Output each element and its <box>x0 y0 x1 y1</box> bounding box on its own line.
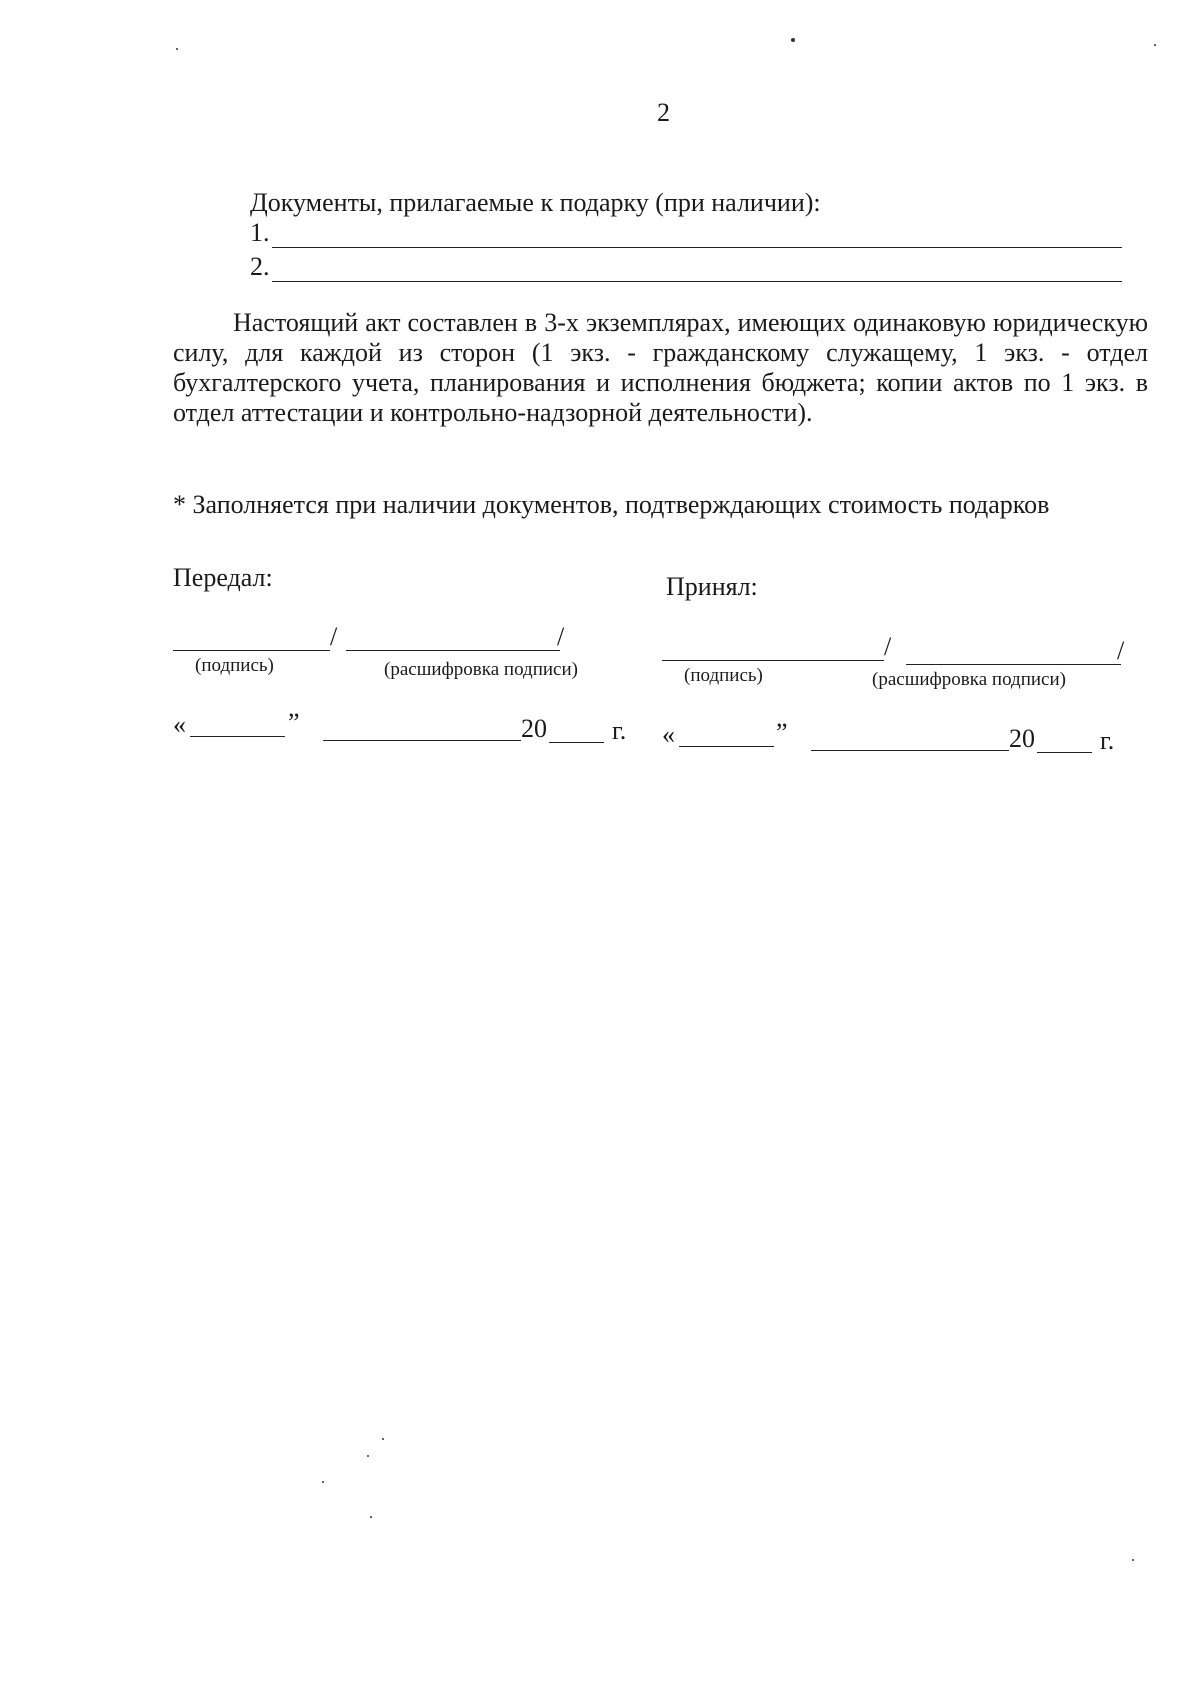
attachment-number-1: 1. <box>250 218 270 247</box>
scan-speck <box>367 1455 369 1457</box>
right-month-blank[interactable] <box>811 750 1009 751</box>
right-close-quote: ” <box>776 718 788 747</box>
scan-speck <box>176 48 178 50</box>
page-number: 2 <box>657 98 670 127</box>
right-year-suffix: г. <box>1100 726 1115 755</box>
scan-speck <box>370 1516 372 1518</box>
left-slash-2: / <box>557 622 565 651</box>
left-year-blank[interactable] <box>549 742 604 743</box>
scan-speck <box>1154 44 1156 46</box>
left-year-prefix: 20 <box>521 714 547 743</box>
transferred-by-label: Передал: <box>173 563 273 592</box>
right-slash-1: / <box>884 632 892 661</box>
accepted-by-label: Принял: <box>666 572 758 601</box>
attachment-number-2: 2. <box>250 252 270 281</box>
attachment-blank-2 <box>272 281 1122 282</box>
left-year-suffix: г. <box>612 716 627 745</box>
right-open-quote: « <box>662 720 675 749</box>
right-signature-blank[interactable] <box>662 660 884 661</box>
left-signature-caption: (подпись) <box>195 655 274 676</box>
left-day-blank[interactable] <box>190 736 285 737</box>
scan-speck <box>1132 1559 1134 1561</box>
left-month-blank[interactable] <box>323 740 521 741</box>
right-slash-2: / <box>1117 636 1125 665</box>
right-decoding-caption: (расшифровка подписи) <box>872 669 1066 690</box>
right-day-blank[interactable] <box>679 746 774 747</box>
footnote: * Заполняется при наличии документов, подтверждающих стоимость подарков <box>173 490 1050 519</box>
right-year-prefix: 20 <box>1009 724 1035 753</box>
right-year-blank[interactable] <box>1037 752 1092 753</box>
left-decoding-blank[interactable] <box>346 650 560 651</box>
left-decoding-caption: (расшифровка подписи) <box>384 659 578 680</box>
scan-speck <box>382 1438 384 1440</box>
scan-speck <box>791 38 795 42</box>
left-close-quote: ” <box>288 708 300 737</box>
attachment-line-1[interactable] <box>250 218 1122 248</box>
attachment-line-2[interactable] <box>250 252 1122 282</box>
attachment-blank-1 <box>272 247 1122 248</box>
attachments-heading: Документы, прилагаемые к подарку (при наличии): <box>250 188 821 217</box>
right-signature-caption: (подпись) <box>684 665 763 686</box>
right-decoding-blank[interactable] <box>906 664 1121 665</box>
left-open-quote: « <box>173 710 186 739</box>
left-signature-blank[interactable] <box>173 650 330 651</box>
scan-speck <box>322 1481 324 1483</box>
left-slash-1: / <box>330 622 338 651</box>
act-copies-paragraph: Настоящий акт составлен в 3-х экземплярах, имеющих одинаковую юридическую силу, для каждой из сторон (1 экз. - гражданскому служащему, 1 экз. - отдел бухгалтерского учета, планирования и исполнения бюджета; копии актов по 1 экз. в отдел аттестации и контрольно-надзорной деятельности). <box>173 308 1148 427</box>
